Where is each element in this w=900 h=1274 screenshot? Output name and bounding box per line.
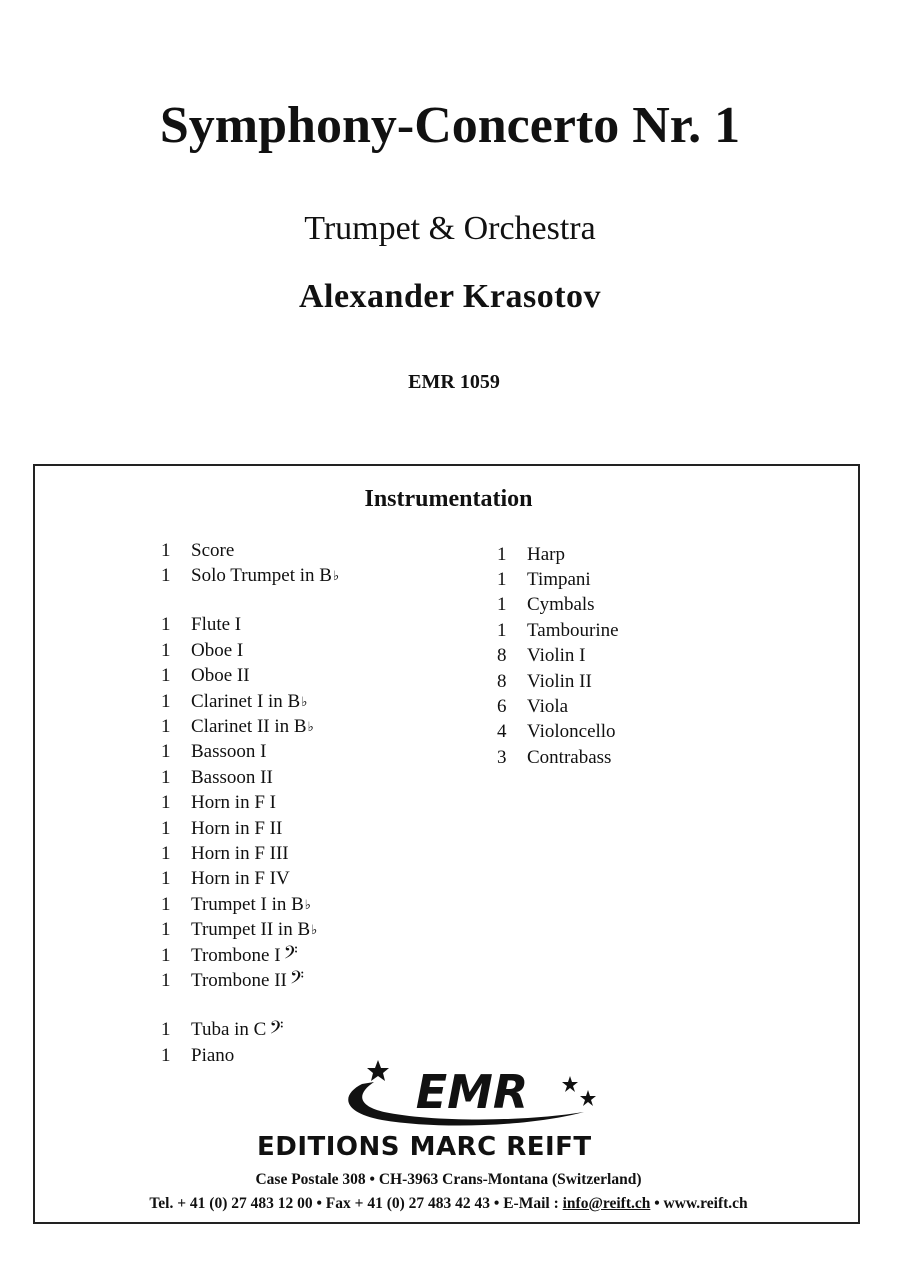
instrument-name: Oboe I xyxy=(191,639,244,661)
instrument-row xyxy=(497,694,619,719)
instrument-quantity: 6 xyxy=(497,696,507,718)
instrument-quantity: 3 xyxy=(497,746,507,768)
instrument-row xyxy=(161,563,339,588)
instrument-row xyxy=(161,740,339,765)
email-link[interactable]: info@reift.ch xyxy=(562,1195,651,1212)
instrument-name: Trombone II xyxy=(191,969,287,991)
instrument-name: Horn in F III xyxy=(191,842,289,864)
instrument-name: Piano xyxy=(191,1044,235,1066)
instrument-quantity: 8 xyxy=(497,670,507,692)
bass-clef-icon: 𝄢 xyxy=(289,968,305,994)
flat-sign-icon: ♭ xyxy=(301,693,308,709)
flat-sign-icon: ♭ xyxy=(311,922,318,938)
page-title: Symphony-Concerto Nr. 1 xyxy=(159,97,741,154)
instrument-row xyxy=(161,613,339,638)
instrument-name: Bassoon I xyxy=(191,741,267,763)
flat-sign-icon: ♭ xyxy=(307,719,314,735)
instrument-row xyxy=(497,567,619,592)
instrument-name: Harp xyxy=(527,543,565,565)
instrument-name: Horn in F II xyxy=(191,817,283,839)
instrument-name: Timpani xyxy=(527,569,591,591)
bass-clef-icon: 𝄢 xyxy=(269,1017,284,1043)
instrument-row xyxy=(161,689,339,714)
instrument-quantity: 1 xyxy=(161,1044,171,1066)
instrument-quantity: 1 xyxy=(161,842,171,864)
instrument-quantity: 1 xyxy=(161,766,171,788)
instrument-row xyxy=(161,917,339,942)
instrument-name: Trumpet II in B xyxy=(191,919,311,941)
instrument-name: Flute I xyxy=(191,614,242,636)
logo-text: EMR xyxy=(415,1065,529,1119)
flat-sign-icon: ♭ xyxy=(332,568,340,584)
instrument-row xyxy=(161,867,339,892)
instrument-row xyxy=(497,669,619,694)
instrument-quantity: 1 xyxy=(161,565,171,587)
instrument-quantity: 1 xyxy=(497,594,507,616)
instrument-quantity: 1 xyxy=(497,569,507,591)
instrument-quantity: 1 xyxy=(161,817,171,839)
instrument-quantity: 8 xyxy=(497,645,507,667)
instrument-name: Tambourine xyxy=(527,619,619,641)
logo-star-left xyxy=(367,1060,389,1081)
instrument-quantity: 1 xyxy=(161,868,171,890)
instrument-row xyxy=(161,1043,339,1068)
instrument-quantity: 1 xyxy=(161,969,171,991)
instrument-quantity: 1 xyxy=(161,944,171,966)
publisher-name: EDITIONS MARC REIFT xyxy=(257,1132,592,1162)
emr-logo xyxy=(322,1056,612,1128)
instrument-row xyxy=(161,638,339,663)
instrument-name: Viola xyxy=(527,696,569,718)
instrument-quantity: 1 xyxy=(161,741,171,763)
instrument-name: Clarinet I in B xyxy=(191,690,301,712)
instrumentation-box xyxy=(33,464,860,1224)
catalog-number: EMR 1059 xyxy=(408,371,500,393)
instrument-name: Violin II xyxy=(527,670,592,692)
publisher-address: Case Postale 308 • CH-3963 Crans-Montana (Switzerland) xyxy=(255,1171,642,1188)
instrument-name: Oboe II xyxy=(191,665,250,687)
flat-sign-icon: ♭ xyxy=(304,896,311,912)
instrument-quantity: 1 xyxy=(497,543,507,565)
instrument-quantity: 1 xyxy=(161,792,171,814)
instrument-row xyxy=(161,892,339,917)
instrument-name: Trombone I xyxy=(191,944,281,966)
logo-star-right-top xyxy=(562,1076,578,1092)
instrument-quantity: 1 xyxy=(161,716,171,738)
instrument-list-left xyxy=(161,538,339,1068)
instrument-row xyxy=(497,745,619,770)
instrument-row xyxy=(161,943,339,968)
publisher-contact xyxy=(35,1195,862,1213)
instrument-name: Trumpet I in B xyxy=(191,893,304,915)
bass-clef-icon: 𝄢 xyxy=(283,943,298,969)
instrument-list-right xyxy=(497,542,619,771)
instrument-name: Cymbals xyxy=(527,594,595,616)
instrument-quantity: 1 xyxy=(497,619,507,641)
instrument-name: Horn in F IV xyxy=(191,868,290,890)
composer-name: Alexander Krasotov xyxy=(298,278,602,315)
instrument-row xyxy=(161,1018,339,1043)
instrument-row xyxy=(497,593,619,618)
instrument-row xyxy=(161,765,339,790)
instrument-row xyxy=(161,791,339,816)
instrument-row xyxy=(161,538,339,563)
logo-star-right-bottom xyxy=(580,1090,596,1106)
instrument-name: Tuba in C xyxy=(191,1019,267,1041)
subtitle: Trumpet & Orchestra xyxy=(304,210,596,247)
instrument-name: Solo Trumpet in B xyxy=(191,565,332,587)
website: • www.reift.ch xyxy=(650,1195,748,1212)
instrument-row xyxy=(161,714,339,739)
instrument-row xyxy=(161,664,339,689)
contact-phone-fax: Tel. + 41 (0) 27 483 12 00 • Fax + 41 (0) 27 483 42 43 • E-Mail : xyxy=(149,1195,563,1212)
instrument-quantity: 1 xyxy=(161,1019,171,1041)
instrument-name: Clarinet II in B xyxy=(191,716,307,738)
instrument-name: Score xyxy=(191,539,235,561)
instrument-quantity: 1 xyxy=(161,639,171,661)
instrument-quantity: 4 xyxy=(497,721,507,743)
instrument-row xyxy=(497,542,619,567)
instrument-quantity: 1 xyxy=(161,665,171,687)
instrument-name: Violoncello xyxy=(527,721,616,743)
instrument-name: Contrabass xyxy=(527,746,612,768)
instrument-row xyxy=(161,968,339,993)
instrument-row xyxy=(161,841,339,866)
instrument-row xyxy=(161,816,339,841)
instrument-quantity: 1 xyxy=(161,539,171,561)
instrument-name: Horn in F I xyxy=(191,792,276,814)
instrument-quantity: 1 xyxy=(161,614,171,636)
instrument-quantity: 1 xyxy=(161,919,171,941)
instrument-quantity: 1 xyxy=(161,893,171,915)
instrument-name: Violin I xyxy=(527,645,586,667)
instrument-row xyxy=(497,720,619,745)
instrument-row xyxy=(497,644,619,669)
instrument-quantity: 1 xyxy=(161,690,171,712)
instrumentation-heading: Instrumentation xyxy=(364,486,533,512)
instrument-row xyxy=(497,618,619,643)
instrument-name: Bassoon II xyxy=(191,766,273,788)
